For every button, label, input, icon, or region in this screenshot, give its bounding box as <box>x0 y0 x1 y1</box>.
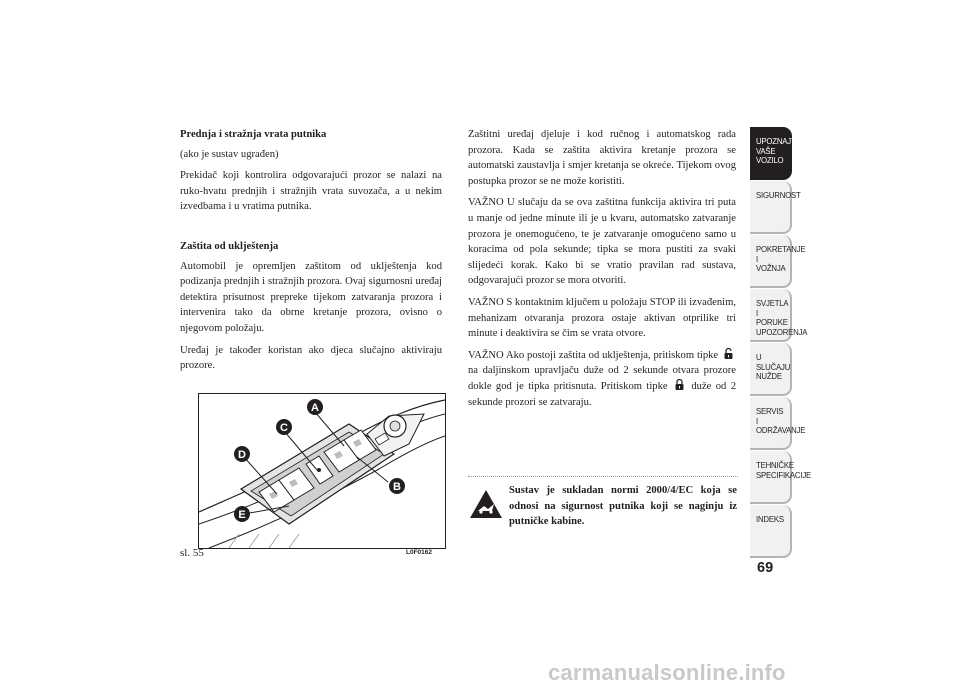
warning-triangle-icon <box>469 489 503 524</box>
section-heading: Zaštita od uklještenja <box>180 240 279 252</box>
label-b <box>389 478 405 494</box>
svg-text:C: C <box>280 422 288 434</box>
paragraph: Automobil je opremljen zaštitom od uklještenja kod podizanja prednjih i stražnjih prozora. Ovaj sigurnosni uređaj detektira prisutnost prepreke tijekom zatvaranja prozora i intervenira tako da obrne kretanje prozora, ovisno o njegovom položaju. <box>180 260 442 334</box>
right-column <box>468 127 736 416</box>
page-number: 69 <box>757 560 774 576</box>
svg-text:D: D <box>238 449 246 461</box>
paragraph: Uređaj je također koristan ako djeca slučajno aktiviraju prozore. <box>180 344 442 372</box>
label-a <box>307 399 323 415</box>
svg-text:B: B <box>393 481 401 493</box>
label-d <box>234 446 250 462</box>
label-e <box>234 506 250 522</box>
paragraph <box>468 348 736 410</box>
window-switch-figure <box>198 393 446 549</box>
sidebar-tab[interactable]: TEHNIČKE SPECIFIKACIJE <box>750 451 792 504</box>
svg-text:E: E <box>238 509 246 521</box>
paragraph-part: na daljinskom upravljaču duže od 2 sekunde otvara prozore dokle god je tipka pritisnuta. Pritiskom tipke <box>468 365 736 392</box>
paragraph: VAŽNO U slučaju da se ova zaštitna funkcija aktivira tri puta u manje od jedne minute ili je u kvaru, automatsko zatvaranje prozora je onemogućeno, te je zatvaranje omogućeno samo u koracima od pola sekunde; tipka se mora pustiti za svaki slijedeći korak. Kako bi se vratio pravilan rad sustava, odgovarajući prozor se mora otvoriti. <box>468 197 736 287</box>
sidebar-tab[interactable]: POKRETANJE I VOŽNJA <box>750 235 792 288</box>
paragraph: Prekidač koji kontrolira odgovarajući prozor se nalazi na ruko-hvatu prednjih i stražnjih vrata suvozača, a u nekim izvedbama i u vratima putnika. <box>180 170 442 213</box>
section-heading: Prednja i stražnja vrata putnika <box>180 129 327 140</box>
warning-text: Sustav je sukladan normi 2000/4/EC koja se odnosi na sigurnost putnika koji se naginju iz putničke kabine. <box>509 485 737 528</box>
sidebar-tab[interactable]: UPOZNAJTE VAŠE VOZILO <box>750 127 792 180</box>
chapter-sidebar <box>750 127 812 559</box>
sidebar-tab[interactable]: SERVIS I ODRŽAVANJE <box>750 397 792 450</box>
watermark: carmanualsonline.info <box>548 660 786 685</box>
figure-code: L0F0162 <box>406 549 433 556</box>
paragraph-part: VAŽNO Ako postoji zaštita od uklještenja, pritiskom tipke <box>468 349 719 361</box>
figure-caption: sl. 55 <box>180 547 204 559</box>
svg-text:A: A <box>311 402 319 414</box>
sidebar-tab[interactable]: U SLUČAJU NUŽDE <box>750 343 792 396</box>
paragraph: (ako je sustav ugrađen) <box>180 148 279 160</box>
warning-box <box>468 476 738 539</box>
sidebar-tab[interactable]: SVJETLA I PORUKE UPOZORENJA <box>750 289 792 342</box>
door-armrest-illustration <box>199 394 445 548</box>
label-c <box>276 419 292 435</box>
paragraph: VAŽNO S kontaktnim ključem u položaju STOP ili izvađenim, mehanizam otvaranja prozora ostaje aktivan otprilike tri minute i deaktivira se čim se vrata otvore. <box>468 296 736 340</box>
paragraph: Zaštitni uređaj djeluje i kod ručnog i automatskog rada prozora. Kada se zaštita aktivira kretanje prozora se automatski zaustavlja i smjer kretanja se okreće. Tijekom ovog postupka prozor se ne može koristiti. <box>468 129 736 187</box>
lock-closed-icon <box>675 379 684 390</box>
sidebar-tab[interactable]: INDEKS <box>750 505 792 558</box>
left-column <box>180 127 442 380</box>
sidebar-tab[interactable]: SIGURNOST <box>750 181 792 234</box>
paragraph-part: duže od 2 sekunde prozori se zatvaraju. <box>468 380 737 408</box>
lock-open-icon <box>724 348 733 359</box>
